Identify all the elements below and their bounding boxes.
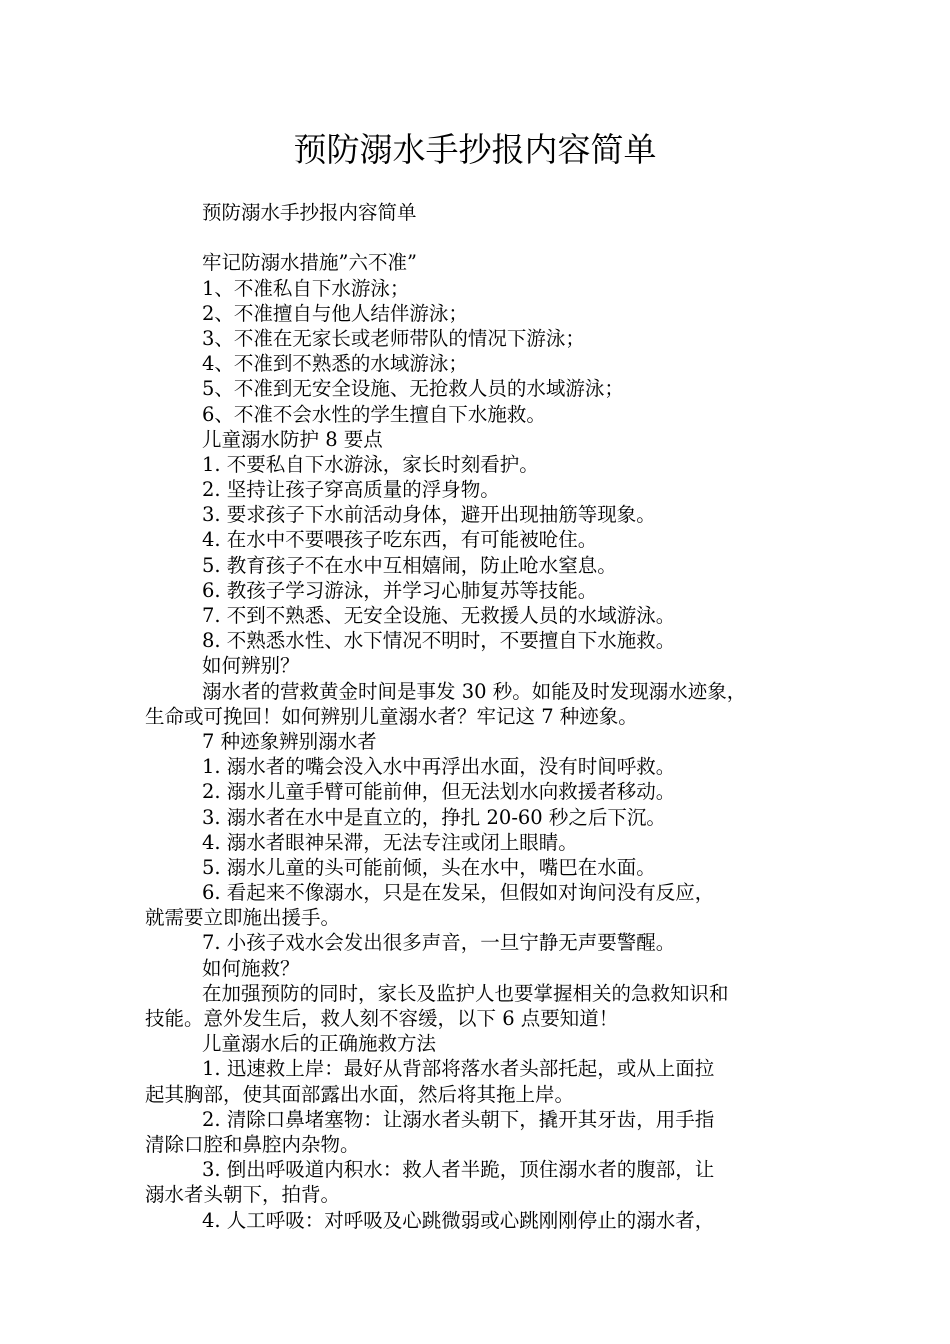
blank-line [145, 225, 817, 250]
list-item: 5. 教育孩子不在水中互相嬉闹，防止呛水窒息。 [202, 553, 617, 577]
rescue-step-continuation: 溺水者头朝下，拍背。 [145, 1183, 341, 1207]
document-title: 预防溺水手抄报内容简单 [293, 130, 657, 169]
subheading-seven-signs: 7 种迹象辨别溺水者 [202, 729, 377, 753]
section-heading-identify: 如何辨别？ [202, 654, 300, 678]
list-item: 4. 在水中不要喂孩子吃东西，有可能被呛住。 [202, 528, 598, 552]
list-item: 3. 要求孩子下水前活动身体，避开出现抽筋等现象。 [202, 503, 656, 527]
section-heading-six-rules: 牢记防溺水措施”六不准” [202, 251, 417, 275]
list-item: 6、不准不会水性的学生擅自下水施救。 [202, 402, 546, 426]
list-item: 5. 溺水儿童的头可能前倾，头在水中，嘴巴在水面。 [202, 855, 656, 879]
list-item: 5、不准到无安全设施、无抢救人员的水域游泳； [202, 377, 624, 401]
list-item: 3. 溺水者在水中是直立的，挣扎 20-60 秒之后下沉。 [202, 805, 666, 829]
list-item: 7. 小孩子戏水会发出很多声音，一旦宁静无声要警醒。 [202, 931, 676, 955]
rescue-step: 4. 人工呼吸：对呼吸及心跳微弱或心跳刚刚停止的溺水者， [202, 1208, 715, 1232]
list-item: 8. 不熟悉水性、水下情况不明时，不要擅自下水施救。 [202, 629, 676, 653]
list-item: 2. 坚持让孩子穿高质量的浮身物。 [202, 478, 500, 502]
list-item: 4、不准到不熟悉的水域游泳； [202, 352, 468, 376]
paragraph-line: 在加强预防的同时，家长及监护人也要掌握相关的急救知识和 [202, 981, 729, 1005]
list-item: 3、不准在无家长或老师带队的情况下游泳； [202, 326, 585, 350]
list-item: 2、不准擅自与他人结伴游泳； [202, 301, 468, 325]
subheading-rescue-methods: 儿童溺水后的正确施救方法 [202, 1032, 437, 1056]
list-item: 1、不准私自下水游泳； [202, 276, 410, 300]
list-item: 2. 溺水儿童手臂可能前伸，但无法划水向救援者移动。 [202, 780, 676, 804]
rescue-step: 3. 倒出呼吸道内积水：救人者半跪，顶住溺水者的腹部，让 [202, 1158, 715, 1182]
list-item: 6. 看起来不像溺水，只是在发呆，但假如对询问没有反应， [202, 881, 715, 905]
section-heading-rescue: 如何施救？ [202, 956, 300, 980]
rescue-step-continuation: 清除口腔和鼻腔内杂物。 [145, 1132, 360, 1156]
subtitle: 预防溺水手抄报内容简单 [202, 201, 417, 224]
list-item: 1. 不要私自下水游泳，家长时刻看护。 [202, 452, 539, 476]
list-item-continuation: 就需要立即施出援手。 [145, 906, 341, 930]
list-item: 7. 不到不熟悉、无安全设施、无救援人员的水域游泳。 [202, 604, 676, 627]
list-item: 4. 溺水者眼神呆滞，无法专注或闭上眼睛。 [202, 830, 578, 854]
paragraph-line: 技能。意外发生后，救人刻不容缓，以下 6 点要知道！ [145, 1007, 619, 1030]
rescue-step: 1. 迅速救上岸：最好从背部将落水者头部托起，或从上面拉 [202, 1057, 715, 1081]
document-body [145, 200, 817, 1233]
paragraph-line: 生命或可挽回！如何辨别儿童溺水者？牢记这 7 种迹象。 [145, 704, 638, 728]
rescue-step: 2. 清除口鼻堵塞物：让溺水者头朝下，撬开其牙齿，用手指 [202, 1107, 715, 1131]
section-heading-protection-points: 儿童溺水防护 8 要点 [202, 427, 383, 451]
paragraph-line: 溺水者的营救黄金时间是事发 30 秒。如能及时发现溺水迹象， [202, 679, 747, 703]
rescue-step-continuation: 起其胸部，使其面部露出水面，然后将其拖上岸。 [145, 1082, 575, 1106]
list-item: 6. 教孩子学习游泳，并学习心肺复苏等技能。 [202, 578, 598, 602]
list-item: 1. 溺水者的嘴会没入水中再浮出水面，没有时间呼救。 [202, 755, 676, 779]
